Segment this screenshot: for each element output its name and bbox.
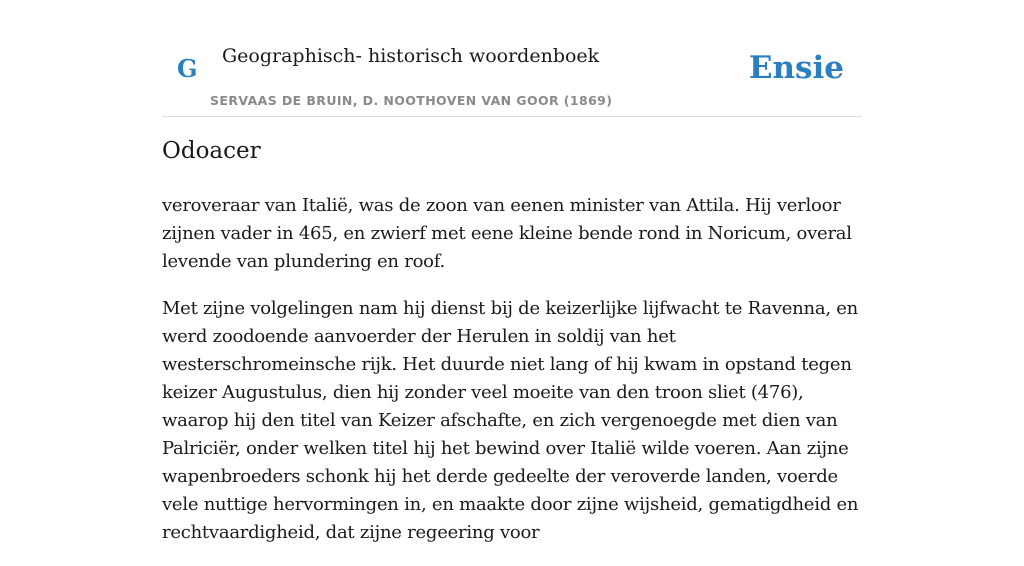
book-logo-link[interactable]: G	[177, 54, 198, 83]
entry-body	[162, 192, 862, 566]
ensie-brand-link[interactable]: Ensie	[748, 50, 844, 86]
entry-title: Odoacer	[162, 138, 261, 164]
book-title[interactable]: Geographisch- historisch woordenboek	[222, 45, 600, 67]
entry-paragraph: Met zijne volgelingen nam hij dienst bij de keizerlijke lijfwacht te Ravenna, en werd zoodoende aanvoerder der Herulen in soldij van het westerschromeinsche rijk. Het duurde niet lang of hij kwam in opstand tegen keizer Augustulus, dien hij zonder veel moeite van den troon sliet (476), waarop hij den titel van Keizer afschafte, en zich vergenoegde met dien van Palriciër, onder welken titel hij het bewind over Italië wilde voeren. Aan zijne wapenbroeders schonk hij het derde gedeelte der veroverde landen, voerde vele nuttige hervormingen in, en maakte door zijne wijsheid, gematigdheid en rechtvaardigheid, dat zijne regeering voor	[162, 298, 859, 543]
entry-paragraph: veroveraar van Italië, was de zoon van eenen minister van Attila. Hij verloor zijnen vader in 465, en zwierf met eene kleine bende rond in Noricum, overal levende van plundering en roof.	[162, 195, 852, 272]
book-header	[162, 0, 862, 117]
book-author: SERVAAS DE BRUIN, D. NOOTHOVEN VAN GOOR (1869)	[210, 93, 613, 108]
